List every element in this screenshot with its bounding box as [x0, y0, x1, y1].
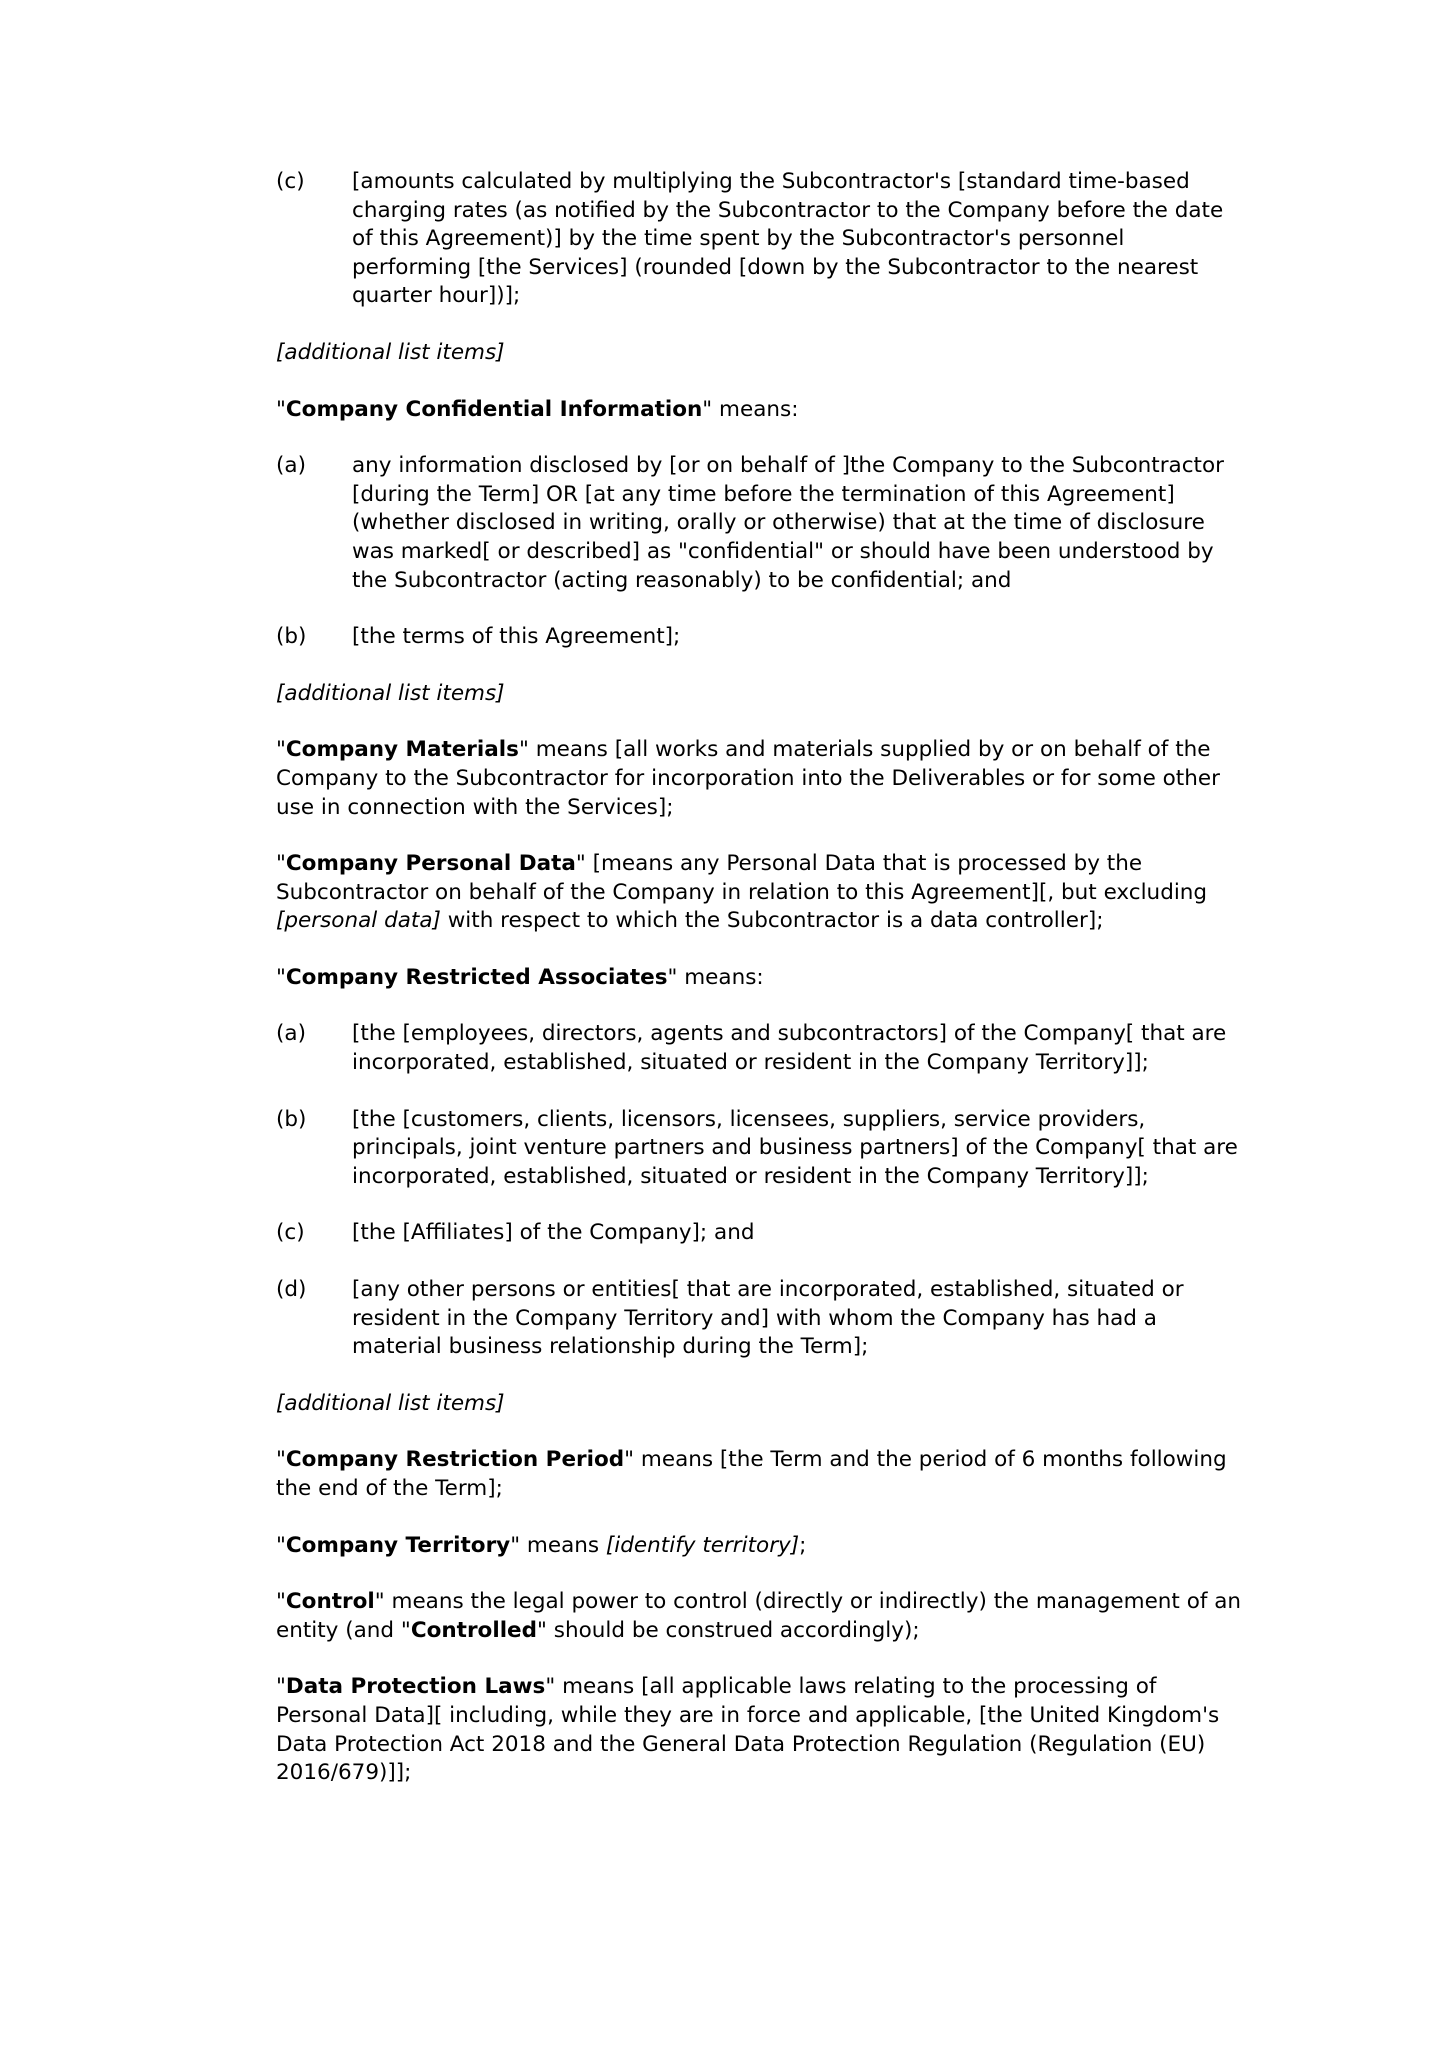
list-item-text: [the [Affiliates] of the Company]; and — [352, 1220, 755, 1246]
list-item — [276, 1020, 1246, 1077]
list-item — [276, 1106, 1246, 1192]
list-item — [276, 623, 1246, 652]
list-item — [276, 1219, 1246, 1248]
list-marker: (c) — [276, 1220, 305, 1246]
definition-body-part-2: " should be construed accordingly); — [537, 1617, 920, 1643]
document-content — [276, 168, 1246, 1816]
list-item — [276, 1276, 1246, 1362]
list-item-text: [any other persons or entities[ that are incorporated, established, situated or resident in the Company Territory and] with whom the Company has had a material business relationship during the Term]; — [352, 1277, 1184, 1360]
placeholder-text: [identify territory] — [605, 1532, 800, 1558]
definition-trail: " means: — [667, 964, 764, 990]
defined-term: Company Territory — [285, 1532, 511, 1558]
list-item-text: [the [customers, clients, licensors, licensees, suppliers, service providers, principals, joint venture partners and business partners] of the Company[ that are incorporated, established, situated or resident in the Company Territory]]; — [352, 1106, 1238, 1189]
defined-term: Data Protection Laws — [285, 1674, 546, 1700]
definition-body-part-2: with respect to which the Subcontractor is a data controller]; — [440, 908, 1104, 934]
definition-trail: " means: — [702, 396, 799, 422]
list-item-text: any information disclosed by [or on behalf of ]the Company to the Subcontractor [during the Term] OR [at any time before the termination of this Agreement] (whether disclosed in writing, orally or otherwise) that at the time of disclosure was marked[ or described] as "confidential" or should have been understood by the Subcontractor (acting reasonably) to be confidential; and — [352, 453, 1224, 593]
additional-list-items-note: [additional list items] — [276, 1390, 505, 1416]
definition-body-part-1: " means the legal power to control (directly or indirectly) the management of an entity (and " — [276, 1589, 1242, 1643]
definition-body: " means [the Term and the period of 6 months following the end of the Term]; — [276, 1447, 1227, 1501]
list-item — [276, 452, 1246, 595]
definition-company-restriction-period: "Company Restriction Period" means [the Term and the period of 6 months following the end of the Term]; — [276, 1447, 1227, 1501]
list-marker: (c) — [276, 169, 305, 194]
list-marker: (a) — [276, 453, 306, 479]
defined-term: Company Confidential Information — [285, 396, 703, 422]
defined-term: Company Personal Data — [285, 851, 576, 877]
definition-body-part-1: " [means any Personal Data that is processed by the Subcontractor on behalf of the Company in relation to this Agreement][, but excluding — [276, 851, 1208, 905]
additional-list-items-note: [additional list items] — [276, 680, 505, 706]
definition-company-materials: "Company Materials" means [all works and materials supplied by or on behalf of the Company to the Subcontractor for incorporation into the Deliverables or for some other use in connection with the Services]; — [276, 737, 1220, 820]
definition-body-part-2: ; — [799, 1532, 807, 1558]
defined-term-secondary: Controlled — [410, 1617, 538, 1643]
definition-body: " means [all applicable laws relating to the processing of Personal Data][ including, while they are in force and applicable, [the United Kingdom's Data Protection Act 2018 and the General Data Protection Regulation (Regulation (EU) 2016/679)]]; — [276, 1674, 1220, 1786]
list-item-text: [the [employees, directors, agents and subcontractors] of the Company[ that are incorporated, established, situated or resident in the Company Territory]]; — [352, 1021, 1227, 1076]
quote-open: " — [276, 964, 286, 990]
definition-company-territory: "Company Territory" means [identify territory]; — [276, 1532, 807, 1558]
definition-data-protection-laws: "Data Protection Laws" means [all applicable laws relating to the processing of Personal Data][ including, while they are in force and applicable, [the United Kingdom's Data Protection Act 2018 and the General Data Protection Regulation (Regulation (EU) 2016/679)]]; — [276, 1674, 1220, 1786]
definition-heading-company-restricted-associates — [276, 964, 1246, 993]
defined-term: Control — [285, 1589, 375, 1615]
list-item-text: [the terms of this Agreement]; — [352, 624, 681, 650]
list-marker: (a) — [276, 1021, 306, 1047]
definition-heading-company-confidential-information — [276, 396, 1246, 425]
list-marker: (b) — [276, 1106, 307, 1132]
defined-term: Company Restricted Associates — [285, 964, 668, 990]
definition-control: "Control" means the legal power to control (directly or indirectly) the management of an entity (and "Controlled" should be construed accordingly); — [276, 1589, 1242, 1643]
list-marker: (b) — [276, 624, 307, 650]
definition-body-part-1: " means — [510, 1532, 606, 1558]
list-item-text: [amounts calculated by multiplying the Subcontractor's [standard time-based charging rates (as notified by the Subcontractor to the Company before the date of this Agreement)] by the time spent by the Subcontractor's personnel performing [the Services] (rounded [down by the Subcontractor to the nearest quarter hour])]; — [352, 169, 1224, 309]
defined-term: Company Materials — [285, 737, 519, 763]
additional-list-items-note: [additional list items] — [276, 339, 505, 365]
definition-company-personal-data: "Company Personal Data" [means any Personal Data that is processed by the Subcontractor on behalf of the Company in relation to this Agreement][, but excluding [personal data] with respect to which the Subcontractor is a data controller]; — [276, 851, 1208, 934]
placeholder-text: [personal data] — [276, 908, 441, 934]
quote-open: " — [276, 396, 286, 422]
list-item — [276, 168, 1246, 311]
list-marker: (d) — [276, 1277, 307, 1303]
definition-body: " means [all works and materials supplied by or on behalf of the Company to the Subcontractor for incorporation into the Deliverables or for some other use in connection with the Services]; — [276, 737, 1220, 820]
defined-term: Company Restriction Period — [285, 1447, 625, 1473]
